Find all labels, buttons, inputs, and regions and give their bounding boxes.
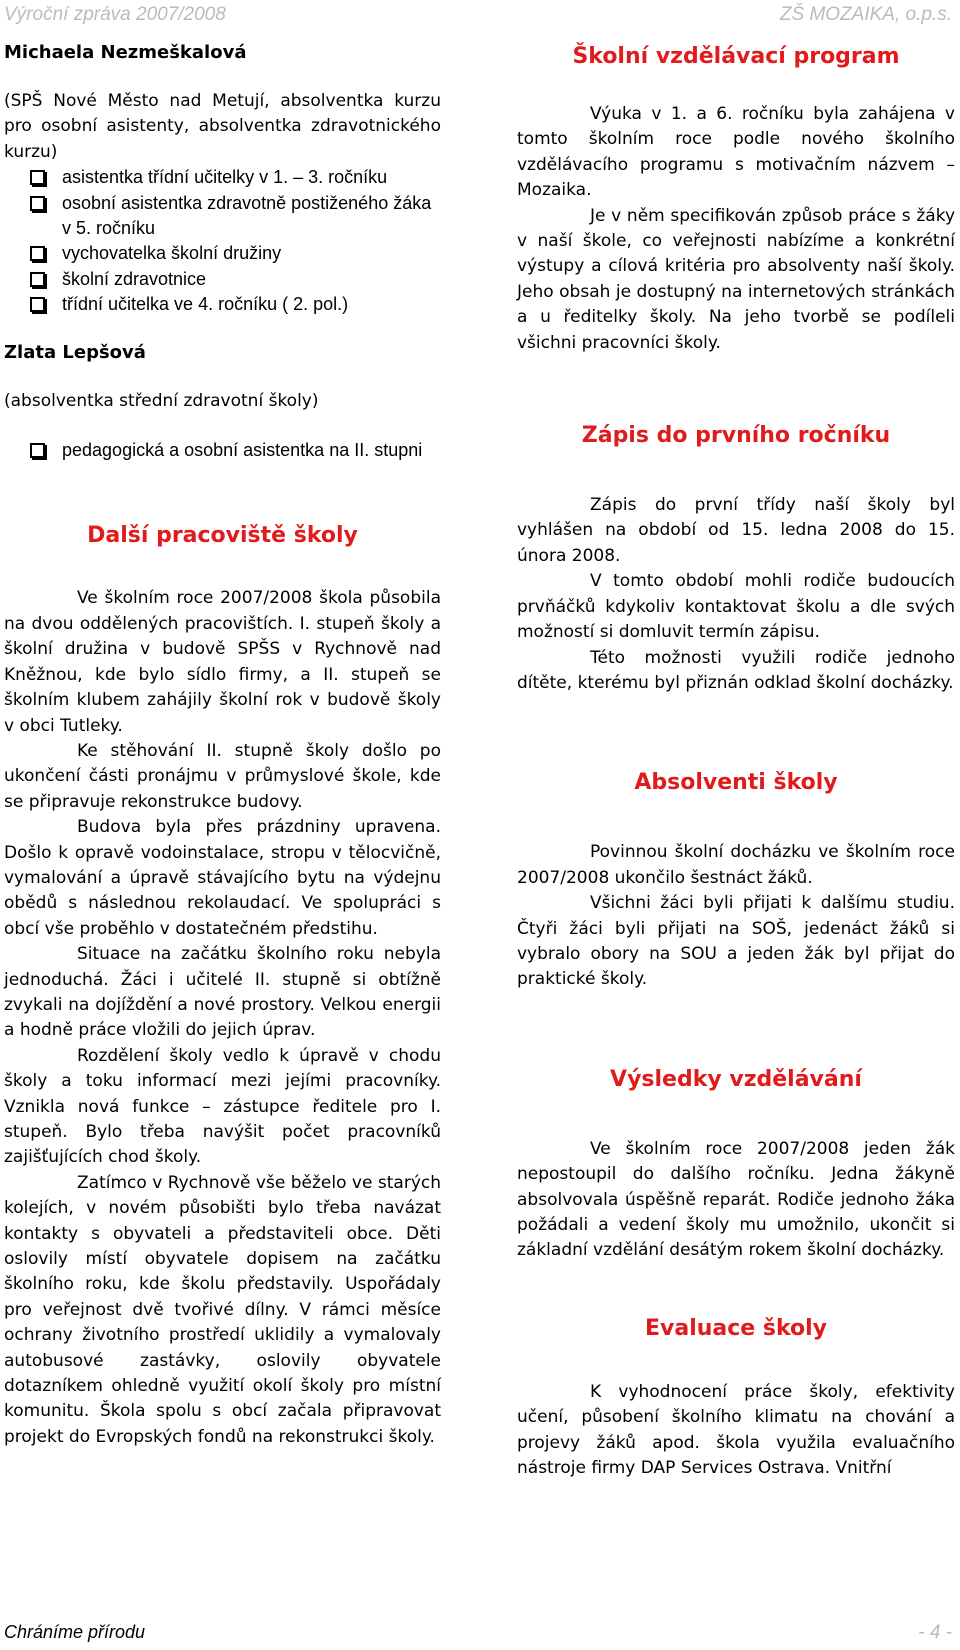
paragraph: Všichni žáci byli přijati k dalšímu studiu. Čtyři žáci byli přijati na SOŠ, jedenáct žáků si vybralo obory na SOU a jeden žák byl přijat do praktické školy. bbox=[517, 893, 955, 990]
checkbox-bullet-icon bbox=[30, 297, 45, 312]
staff-name: Michaela Nezmeškalová bbox=[4, 42, 247, 63]
checkbox-bullet-icon bbox=[30, 272, 45, 287]
section-heading: Absolventi školy bbox=[634, 770, 838, 796]
staff-role-item: školní zdravotnice bbox=[62, 267, 441, 292]
staff-role-item: osobní asistentka zdravotně postiženého žáka v 5. ročníku bbox=[62, 191, 441, 242]
paragraph: Této možnosti využili rodiče jednoho dítěte, kterému byl přiznán odklad školní docházky. bbox=[517, 647, 955, 693]
paragraph: Situace na začátku školního roku nebyla jednoduchá. Žáci i učitelé II. stupně si obtížně zvykali na dojíždění a nové prostory. Velkou energii a hodně práce vložili do jejich úprav. bbox=[4, 944, 441, 1041]
staff-name: Zlata Lepšová bbox=[4, 341, 146, 363]
staff-description: (absolventka střední zdravotní školy) bbox=[4, 390, 319, 411]
staff-role-list bbox=[4, 165, 441, 317]
section-body bbox=[517, 102, 955, 356]
paragraph: Zápis do první třídy naší školy byl vyhlášen na období od 15. ledna 2008 do 15. února 2008. bbox=[517, 495, 955, 566]
staff-role-item: asistentka třídní učitelky v 1. – 3. ročníku bbox=[62, 165, 441, 190]
right-column bbox=[517, 40, 955, 1481]
running-header-organization: ZŠ MOZAIKA, o.p.s. bbox=[779, 4, 952, 25]
section-body bbox=[517, 1137, 955, 1264]
running-header-title: Výroční zpráva 2007/2008 bbox=[4, 4, 226, 25]
staff-role-list bbox=[4, 438, 441, 463]
staff-role-item: pedagogická a osobní asistentka na II. stupni bbox=[62, 438, 441, 463]
section-heading: Evaluace školy bbox=[644, 1315, 827, 1341]
section-heading: Školní vzdělávací program bbox=[572, 44, 900, 69]
paragraph: Ve školním roce 2007/2008 jeden žák nepostoupil do dalšího ročníku. Jedna žákyně absolvovala úspěšně reparát. Rodiče jednoho žáka požádali a vedení školy mu umožnilo, ukončit si základní vzdělání desátým rokem školní docházky. bbox=[517, 1138, 955, 1261]
section-body bbox=[517, 493, 955, 696]
checkbox-bullet-icon bbox=[30, 246, 45, 261]
paragraph: Výuka v 1. a 6. ročníku byla zahájena v tomto školním roce podle nového školního vzdělávacího programu s motivačním názvem – Mozaika. bbox=[517, 104, 955, 201]
section-body bbox=[517, 1380, 955, 1482]
paragraph: Ve školním roce 2007/2008 škola působila na dvou oddělených pracovištích. I. stupeň školy a školní družina v budově SPŠS v Rychnově nad Kněžnou, kde bylo sídlo firmy, a II. stupeň se školním klubem zahájily školní rok v budově školy v obci Tutleky. bbox=[4, 588, 441, 736]
staff-role-item: vychovatelka školní družiny bbox=[62, 241, 441, 266]
paragraph: Ke stěhování II. stupně školy došlo po ukončení části pronájmu v průmyslové škole, kde se připravuje rekonstrukce budovy. bbox=[4, 740, 441, 812]
paragraph: Rozdělení školy vedlo k úpravě v chodu školy a toku informací mezi jejími pracovníky. Vznikla nová funkce – zástupce ředitele pro I. stupeň. Bylo třeba navýšit počet pracovníků zajišťujících chod školy. bbox=[4, 1045, 441, 1168]
section-body bbox=[4, 586, 441, 1450]
section-body bbox=[517, 840, 955, 992]
checkbox-bullet-icon bbox=[30, 196, 45, 211]
page-number: - 4 - bbox=[918, 1622, 952, 1643]
paragraph: V tomto období mohli rodiče budoucích prvňáčků kdykoliv kontaktovat školu a dle svých možností si domluvit termín zápisu. bbox=[517, 571, 955, 643]
section-heading: Další pracoviště školy bbox=[87, 523, 358, 549]
checkbox-bullet-icon bbox=[30, 170, 45, 185]
paragraph: K vyhodnocení práce školy, efektivity učení, působení školního klimatu na chování a projevy žáků apod. škola využila evaluačního nástroje firmy DAP Services Ostrava. Vnitřní bbox=[517, 1381, 955, 1478]
paragraph: Je v něm specifikován způsob práce s žáky v naší škole, co veřejnosti nabízíme a konkrétní výstupy a cílová kritéria pro absolventy naší školy. Jeho obsah je dostupný na internetových stránkách a u ředitelky školy. Na jeho tvorbě se podíleli všichni pracovníci školy. bbox=[517, 205, 955, 353]
staff-description: (SPŠ Nové Město nad Metují, absolventka kurzu pro osobní asistenty, absolventka zdravotnického kurzu) bbox=[4, 91, 441, 162]
staff-role-item: třídní učitelka ve 4. ročníku ( 2. pol.) bbox=[62, 292, 441, 317]
paragraph: Zatímco v Rychnově vše běželo ve starých kolejích, v novém působišti bylo třeba navázat kontakty s obyvateli a představiteli obce. Děti oslovily místí obyvatele dopisem na začátku školního roku, kde školu představily. Uspořádaly pro veřejnost dvě tvořivé dílny. V rámci měsíce ochrany životního prostředí uklidily a vymalovaly autobusové zastávky, oslovily obyvatele dotazníkem ohledně využití okolí školy pro místní komunitu. Škola spolu s obcí začala připravovat projekt do Evropských fondů na rekonstrukci školy. bbox=[4, 1172, 441, 1447]
section-heading: Výsledky vzdělávání bbox=[610, 1066, 862, 1092]
paragraph: Budova byla přes prázdniny upravena. Došlo k opravě vodoinstalace, stropu v tělocvičně, vymalování a úpravě stávajícího bytu na výdejnu obědů s následnou rekolaudací. Ve spolupráci s obcí vše proběhlo v dostatečném předstihu. bbox=[4, 817, 441, 939]
section-heading: Zápis do prvního ročníku bbox=[581, 423, 891, 449]
left-column bbox=[4, 40, 441, 1450]
checkbox-bullet-icon bbox=[30, 443, 45, 458]
footer-motto: Chráníme přírodu bbox=[4, 1622, 146, 1642]
paragraph: Povinnou školní docházku ve školním roce 2007/2008 ukončilo šestnáct žáků. bbox=[517, 842, 955, 888]
